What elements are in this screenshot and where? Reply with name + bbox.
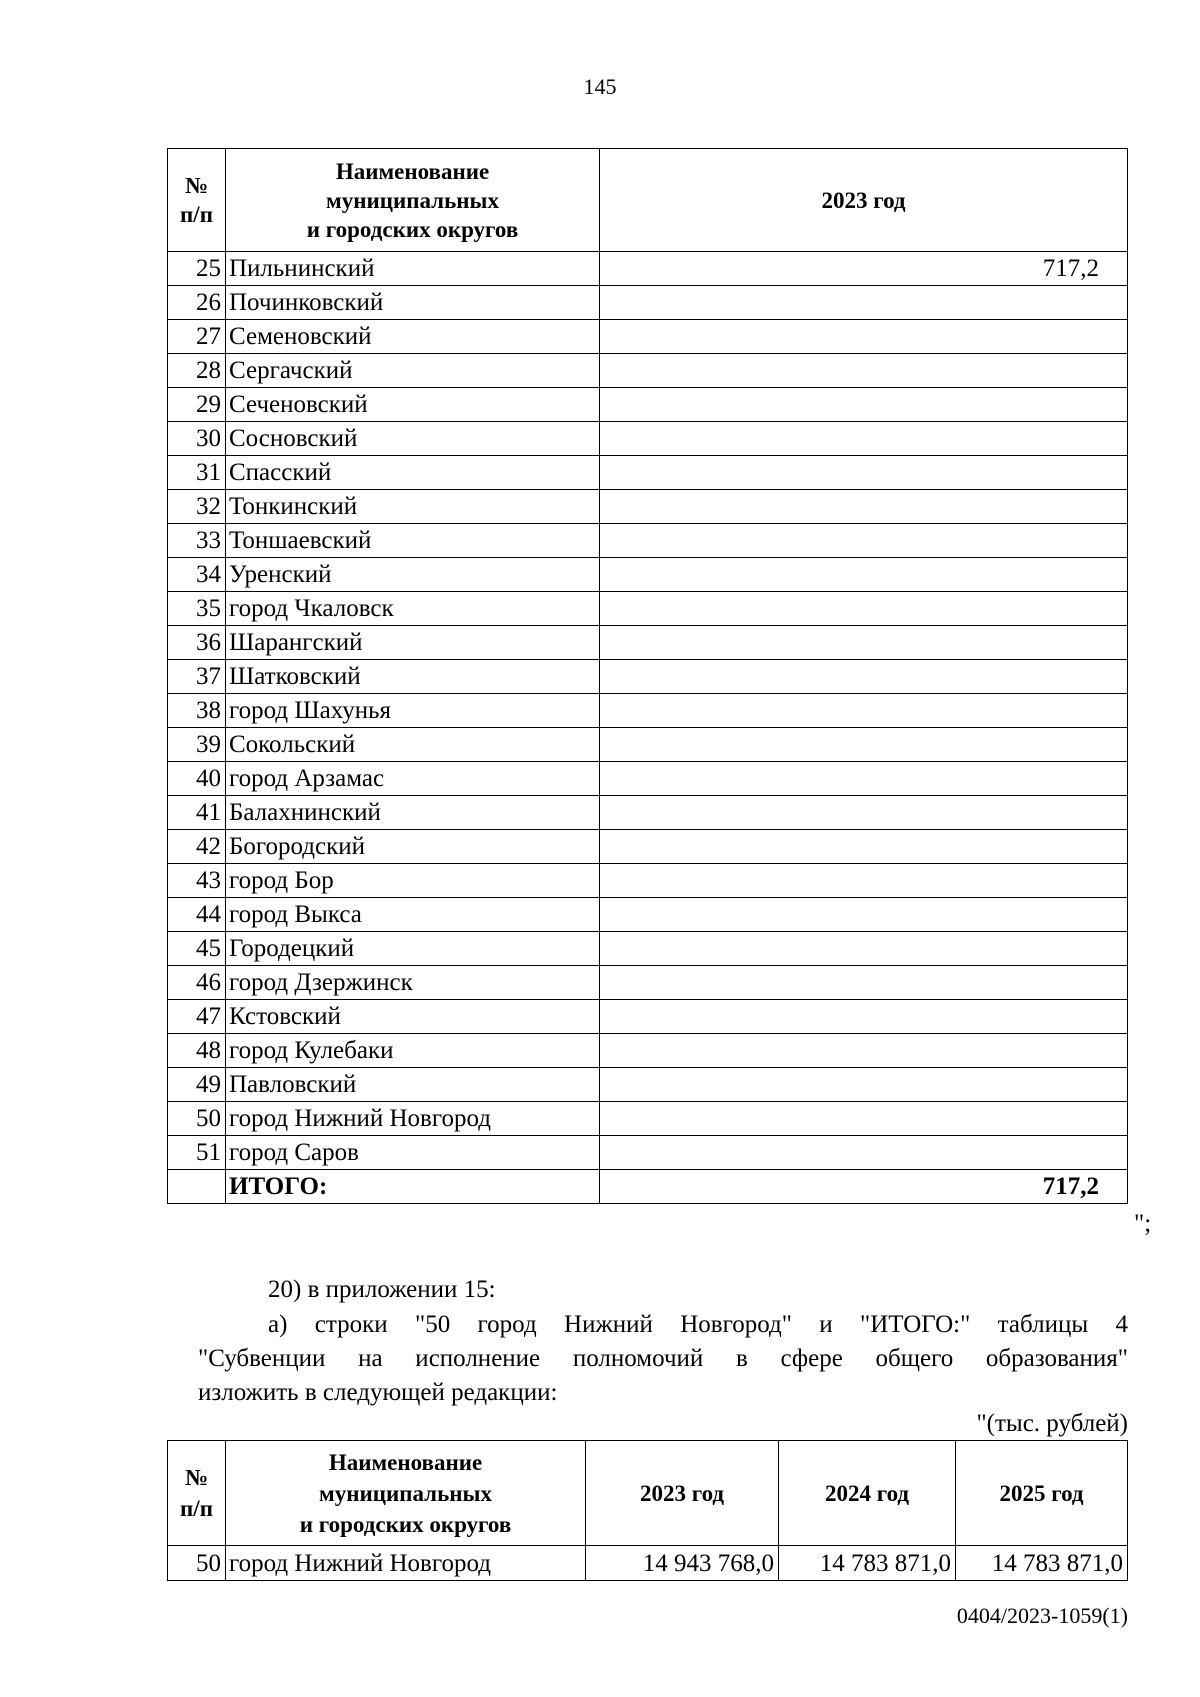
- row-value-2023: [600, 966, 1128, 1000]
- row-name: Богородский: [226, 830, 600, 864]
- row-number: 30: [168, 422, 226, 456]
- table-row: [168, 524, 1128, 558]
- row-value-2023: 717,2: [600, 252, 1128, 286]
- row-number: 43: [168, 864, 226, 898]
- row-name: Спасский: [226, 456, 600, 490]
- row-name: город Дзержинск: [226, 966, 600, 1000]
- row-value-2023: [600, 1034, 1128, 1068]
- paragraph-item-20: 20) в приложении 15:: [268, 1276, 496, 1303]
- header-number-line: п/п: [180, 1496, 213, 1521]
- row-name: Шарангский: [226, 626, 600, 660]
- table-row: [168, 762, 1128, 796]
- header-name-line: муниципальных: [326, 187, 499, 213]
- row-name: Сокольский: [226, 728, 600, 762]
- table-row: [168, 1034, 1128, 1068]
- row-value-2023: [600, 320, 1128, 354]
- row-name: город Арзамас: [226, 762, 600, 796]
- row-name: Семеновский: [226, 320, 600, 354]
- row-value-2023: [600, 286, 1128, 320]
- row-value-2023: [600, 490, 1128, 524]
- row-value-2023: [600, 830, 1128, 864]
- row-number: 37: [168, 660, 226, 694]
- table-row: [168, 694, 1128, 728]
- table-row: [168, 558, 1128, 592]
- row-name: Сеченовский: [226, 388, 600, 422]
- row-value-2025: 14 783 871,0: [956, 1546, 1128, 1581]
- row-name: Пильнинский: [226, 252, 600, 286]
- row-value-2023: [600, 694, 1128, 728]
- row-value-2023: [600, 558, 1128, 592]
- row-value-2023: [600, 524, 1128, 558]
- row-number: 50: [168, 1102, 226, 1136]
- row-number: 39: [168, 728, 226, 762]
- table-row: [168, 388, 1128, 422]
- row-value-2023: [600, 1136, 1128, 1170]
- total-label: ИТОГО:: [226, 1170, 600, 1204]
- table-row: [168, 898, 1128, 932]
- table-row: [168, 660, 1128, 694]
- row-value-2023: [600, 1102, 1128, 1136]
- row-number: 28: [168, 354, 226, 388]
- row-value-2023: [600, 898, 1128, 932]
- paragraph-instruction: изложить в следующей редакции:: [198, 1379, 558, 1406]
- row-number: 44: [168, 898, 226, 932]
- header-name: [226, 149, 600, 252]
- table-row: [168, 864, 1128, 898]
- table-row: [168, 592, 1128, 626]
- row-value-2024: 14 783 871,0: [779, 1546, 956, 1581]
- row-name: город Нижний Новгород: [226, 1546, 586, 1581]
- row-name: Уренский: [226, 558, 600, 592]
- table-row: [168, 728, 1128, 762]
- row-name: Шатковский: [226, 660, 600, 694]
- table-header-row: [168, 149, 1128, 252]
- header-number-line: №: [184, 173, 209, 198]
- row-name: город Кулебаки: [226, 1034, 600, 1068]
- table-row: [168, 966, 1128, 1000]
- row-number: 26: [168, 286, 226, 320]
- table-row: [168, 252, 1128, 286]
- row-number: 41: [168, 796, 226, 830]
- header-number: [168, 1441, 226, 1546]
- document-code: 0404/2023-1059(1): [956, 1603, 1128, 1628]
- row-value-2023: [600, 762, 1128, 796]
- table-row: [168, 320, 1128, 354]
- row-value-2023: [600, 660, 1128, 694]
- row-name: город Шахунья: [226, 694, 600, 728]
- header-name-line: и городских округов: [299, 1511, 512, 1537]
- row-number: 42: [168, 830, 226, 864]
- header-name-line: Наименование: [328, 1449, 483, 1475]
- row-name: город Чкаловск: [226, 592, 600, 626]
- closing-quote: ";: [1134, 1210, 1152, 1237]
- row-number: 25: [168, 252, 226, 286]
- row-name: Балахнинский: [226, 796, 600, 830]
- table-row: [168, 796, 1128, 830]
- row-number: 47: [168, 1000, 226, 1034]
- table-row: [168, 830, 1128, 864]
- table-row: [168, 422, 1128, 456]
- row-value-2023: [600, 932, 1128, 966]
- row-number: 38: [168, 694, 226, 728]
- row-name: Сосновский: [226, 422, 600, 456]
- table-row: [168, 626, 1128, 660]
- header-number-line: №: [184, 1465, 209, 1490]
- row-value-2023: [600, 354, 1128, 388]
- row-value-2023: [600, 728, 1128, 762]
- row-number: 46: [168, 966, 226, 1000]
- table-header-row: [168, 1441, 1128, 1546]
- header-name-line: Наименование: [335, 158, 490, 184]
- table-row: [168, 932, 1128, 966]
- row-number: 27: [168, 320, 226, 354]
- row-value-2023: [600, 1000, 1128, 1034]
- row-number: 48: [168, 1034, 226, 1068]
- units-label: "(тыс. рублей): [976, 1410, 1128, 1437]
- table-row: [168, 1102, 1128, 1136]
- row-number: 33: [168, 524, 226, 558]
- row-value-2023: [600, 1068, 1128, 1102]
- row-number: 51: [168, 1136, 226, 1170]
- row-name: город Выкса: [226, 898, 600, 932]
- table-row: [168, 1546, 1128, 1581]
- header-number-line: п/п: [180, 202, 213, 227]
- table-row: [168, 490, 1128, 524]
- row-number: 32: [168, 490, 226, 524]
- total-row: [168, 1170, 1128, 1204]
- table-row: [168, 1136, 1128, 1170]
- row-number: 35: [168, 592, 226, 626]
- row-value-2023: [600, 864, 1128, 898]
- row-number: 45: [168, 932, 226, 966]
- header-name-line: и городских округов: [306, 216, 519, 242]
- row-name: Тонкинский: [226, 490, 600, 524]
- total-value: 717,2: [600, 1170, 1128, 1204]
- row-value-2023: [600, 796, 1128, 830]
- row-number: 50: [168, 1546, 226, 1581]
- table-row: [168, 456, 1128, 490]
- row-name: город Нижний Новгород: [226, 1102, 600, 1136]
- row-value-2023: 14 943 768,0: [586, 1546, 779, 1581]
- row-name: Городецкий: [226, 932, 600, 966]
- page-number: 145: [583, 74, 617, 99]
- table-row: [168, 1068, 1128, 1102]
- header-year-2025: 2025 год: [956, 1441, 1128, 1546]
- table-row: [168, 354, 1128, 388]
- education-subvention-table: [167, 1440, 1128, 1581]
- row-name: Кстовский: [226, 1000, 600, 1034]
- paragraph-table-title: "Субвенции на исполнение полномочий в сфере общего образования": [198, 1345, 1128, 1372]
- row-number: 36: [168, 626, 226, 660]
- header-name: [226, 1441, 586, 1546]
- row-value-2023: [600, 592, 1128, 626]
- subvention-table: [167, 148, 1128, 1204]
- row-name: Сергачский: [226, 354, 600, 388]
- row-number: 29: [168, 388, 226, 422]
- row-number: 40: [168, 762, 226, 796]
- row-name: город Саров: [226, 1136, 600, 1170]
- row-name: город Бор: [226, 864, 600, 898]
- row-value-2023: [600, 388, 1128, 422]
- header-year-2023: 2023 год: [586, 1441, 779, 1546]
- row-number: 34: [168, 558, 226, 592]
- row-name: Павловский: [226, 1068, 600, 1102]
- header-number: [168, 149, 226, 252]
- total-number: [168, 1170, 226, 1204]
- row-value-2023: [600, 422, 1128, 456]
- row-value-2023: [600, 456, 1128, 490]
- table-row: [168, 286, 1128, 320]
- row-number: 49: [168, 1068, 226, 1102]
- header-year-2024: 2024 год: [779, 1441, 956, 1546]
- row-name: Починковский: [226, 286, 600, 320]
- row-number: 31: [168, 456, 226, 490]
- paragraph-subitem-a: а) строки "50 город Нижний Новгород" и "ИТОГО:" таблицы 4: [268, 1311, 1128, 1338]
- header-year-2023: 2023 год: [600, 149, 1128, 252]
- row-value-2023: [600, 626, 1128, 660]
- header-name-line: муниципальных: [319, 1480, 492, 1506]
- row-name: Тоншаевский: [226, 524, 600, 558]
- table-row: [168, 1000, 1128, 1034]
